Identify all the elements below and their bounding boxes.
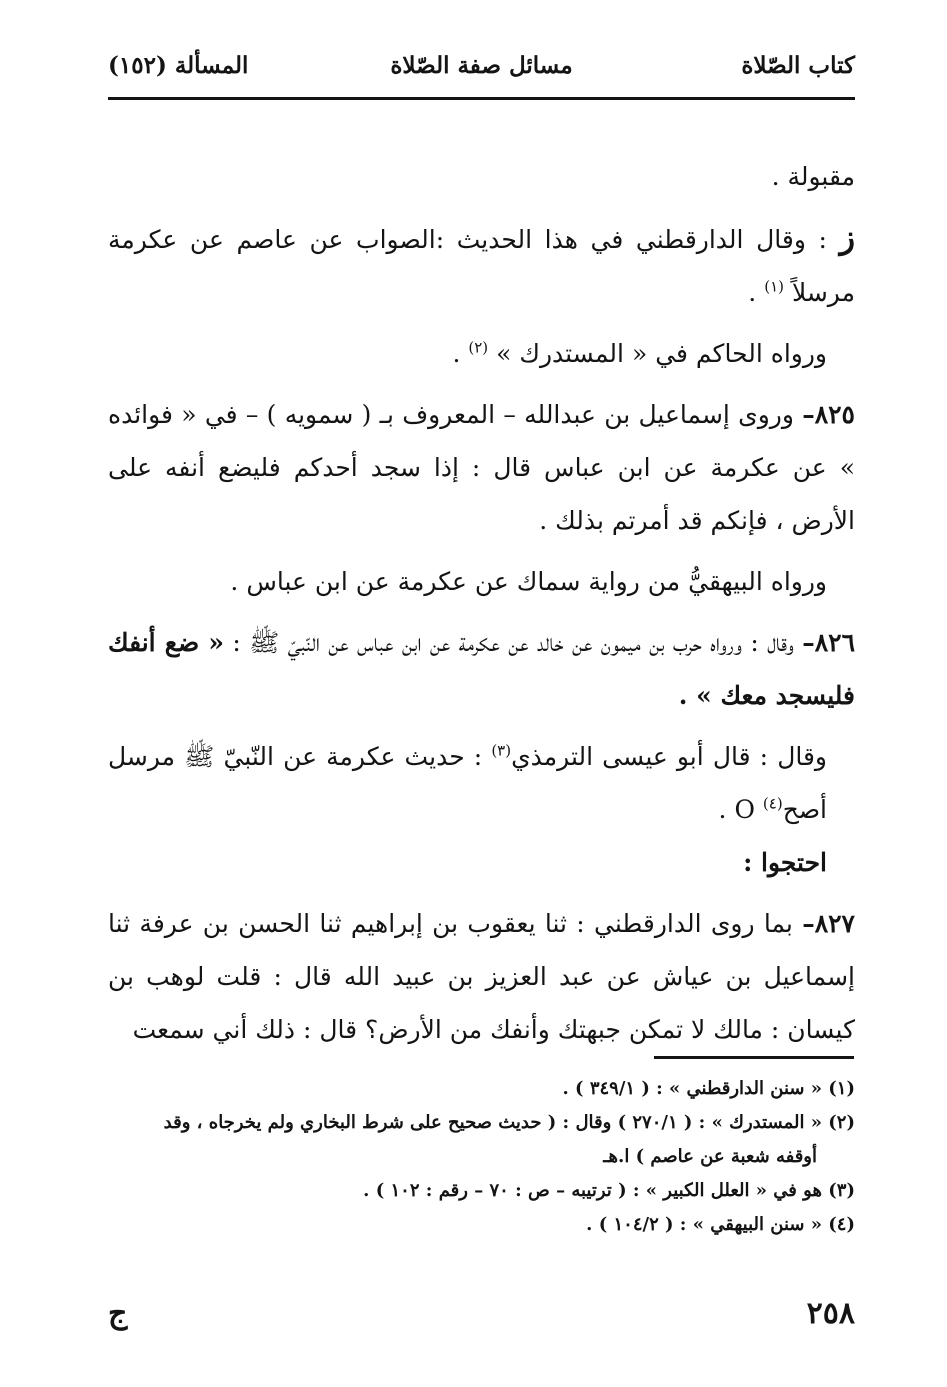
paragraph-1: مقبولة . (771, 162, 855, 191)
item-number-827: ٨٢٧– (802, 909, 855, 938)
paragraph-826: ٨٢٦– وقال : ورواه حرب بن ميمون عن خالد عن عكرمة عن ابن عباس عن النّبيّ ﷺ : « ضع أنفك فليسجد معك » . (108, 628, 856, 710)
footnote-2-continuation: أوقفه شعبة عن عاصم ) ا.هـ (603, 1146, 817, 1167)
item-number-826: ٨٢٦– (802, 628, 856, 657)
footnote-ref-3: (٣) (491, 741, 512, 760)
running-header (108, 52, 855, 92)
footnote-1: (١) « سنن الدارقطني » : ( ٣٤٩/١ ) . (562, 1078, 855, 1099)
item-number-825: ٨٢٥– (802, 400, 855, 429)
hadith-quote: « ضع أنفك فليسجد معك » . (108, 628, 855, 710)
header-book-title: كتاب الصّلاة (741, 52, 855, 79)
footnotes (108, 1072, 855, 1242)
footnote-3: (٣) هو في « العلل الكبير » : ( ترتيبه – ص : ٧٠ – رقم : ١٠٢ ) . (363, 1180, 855, 1201)
header-issue-number: المسألة (١٥٢) (108, 52, 249, 79)
footnote-2: (٢) « المستدرك » : ( ٢٧٠/١ ) وقال : ( حديث صحيح على شرط البخاري ولم يخرجاه ، وقد (163, 1112, 855, 1133)
paragraph-827: ٨٢٧– بما روى الدارقطني : ثنا يعقوب بن إبراهيم ثنا الحسن بن عرفة ثنا إسماعيل بن عياش عن عبد العزيز بن عبيد الله قال : قلت لوهب بن كيسان : مالك لا تمكن جبهتك وأنفك من الأرض؟ قال : ذلك أني سمعت (108, 909, 855, 1044)
signature-mark: ج (108, 1296, 128, 1331)
header-divider (108, 97, 855, 100)
paragraph-3: ورواه الحاكم في « المستدرك » $^{(٢)}$ . (452, 338, 827, 368)
paragraph-5: ورواه البيهقيُّ من رواية سماك عن عكرمة عن ابن عباس . (230, 567, 827, 596)
end-symbol: O . (718, 795, 755, 824)
paragraph-825: ٨٢٥– وروى إسماعيل بن عبدالله – المعروف بـ ( سمويه ) – في « فوائده » عن عكرمة عن ابن عباس قال : إذا سجد أحدكم فليضع أنفه على الأرض ، فإنكم قد أمرتم بذلك . (108, 400, 855, 535)
paragraph-2: ز : وقال الدارقطني في هذا الحديث :الصواب عن عاصم عن عكرمة مرسلاً $^{(١)}$ . (108, 218, 856, 307)
zay-marker: ز (839, 218, 856, 256)
footnote-divider (654, 1056, 854, 1059)
page-number: ٢٥٨ (806, 1296, 855, 1331)
header-chapter-title: مسائل صفة الصّلاة (390, 52, 573, 79)
section-heading: احتجوا : (743, 848, 827, 877)
footnote-4: (٤) « سنن البيهقي » : ( ١٠٤/٢ ) . (586, 1214, 855, 1235)
main-text (108, 150, 855, 1056)
footnote-ref-1: (١) (764, 277, 784, 296)
paragraph-7: وقال : قال أبو عيسى الترمذي$^{(٣)}$ : حديث عكرمة عن النّبيّ ﷺ مرسل أصح$^{(٤)}$ O . (108, 741, 828, 824)
footnote-ref-2: (٢) (468, 338, 489, 357)
footnote-ref-4: (٤) (762, 794, 783, 813)
